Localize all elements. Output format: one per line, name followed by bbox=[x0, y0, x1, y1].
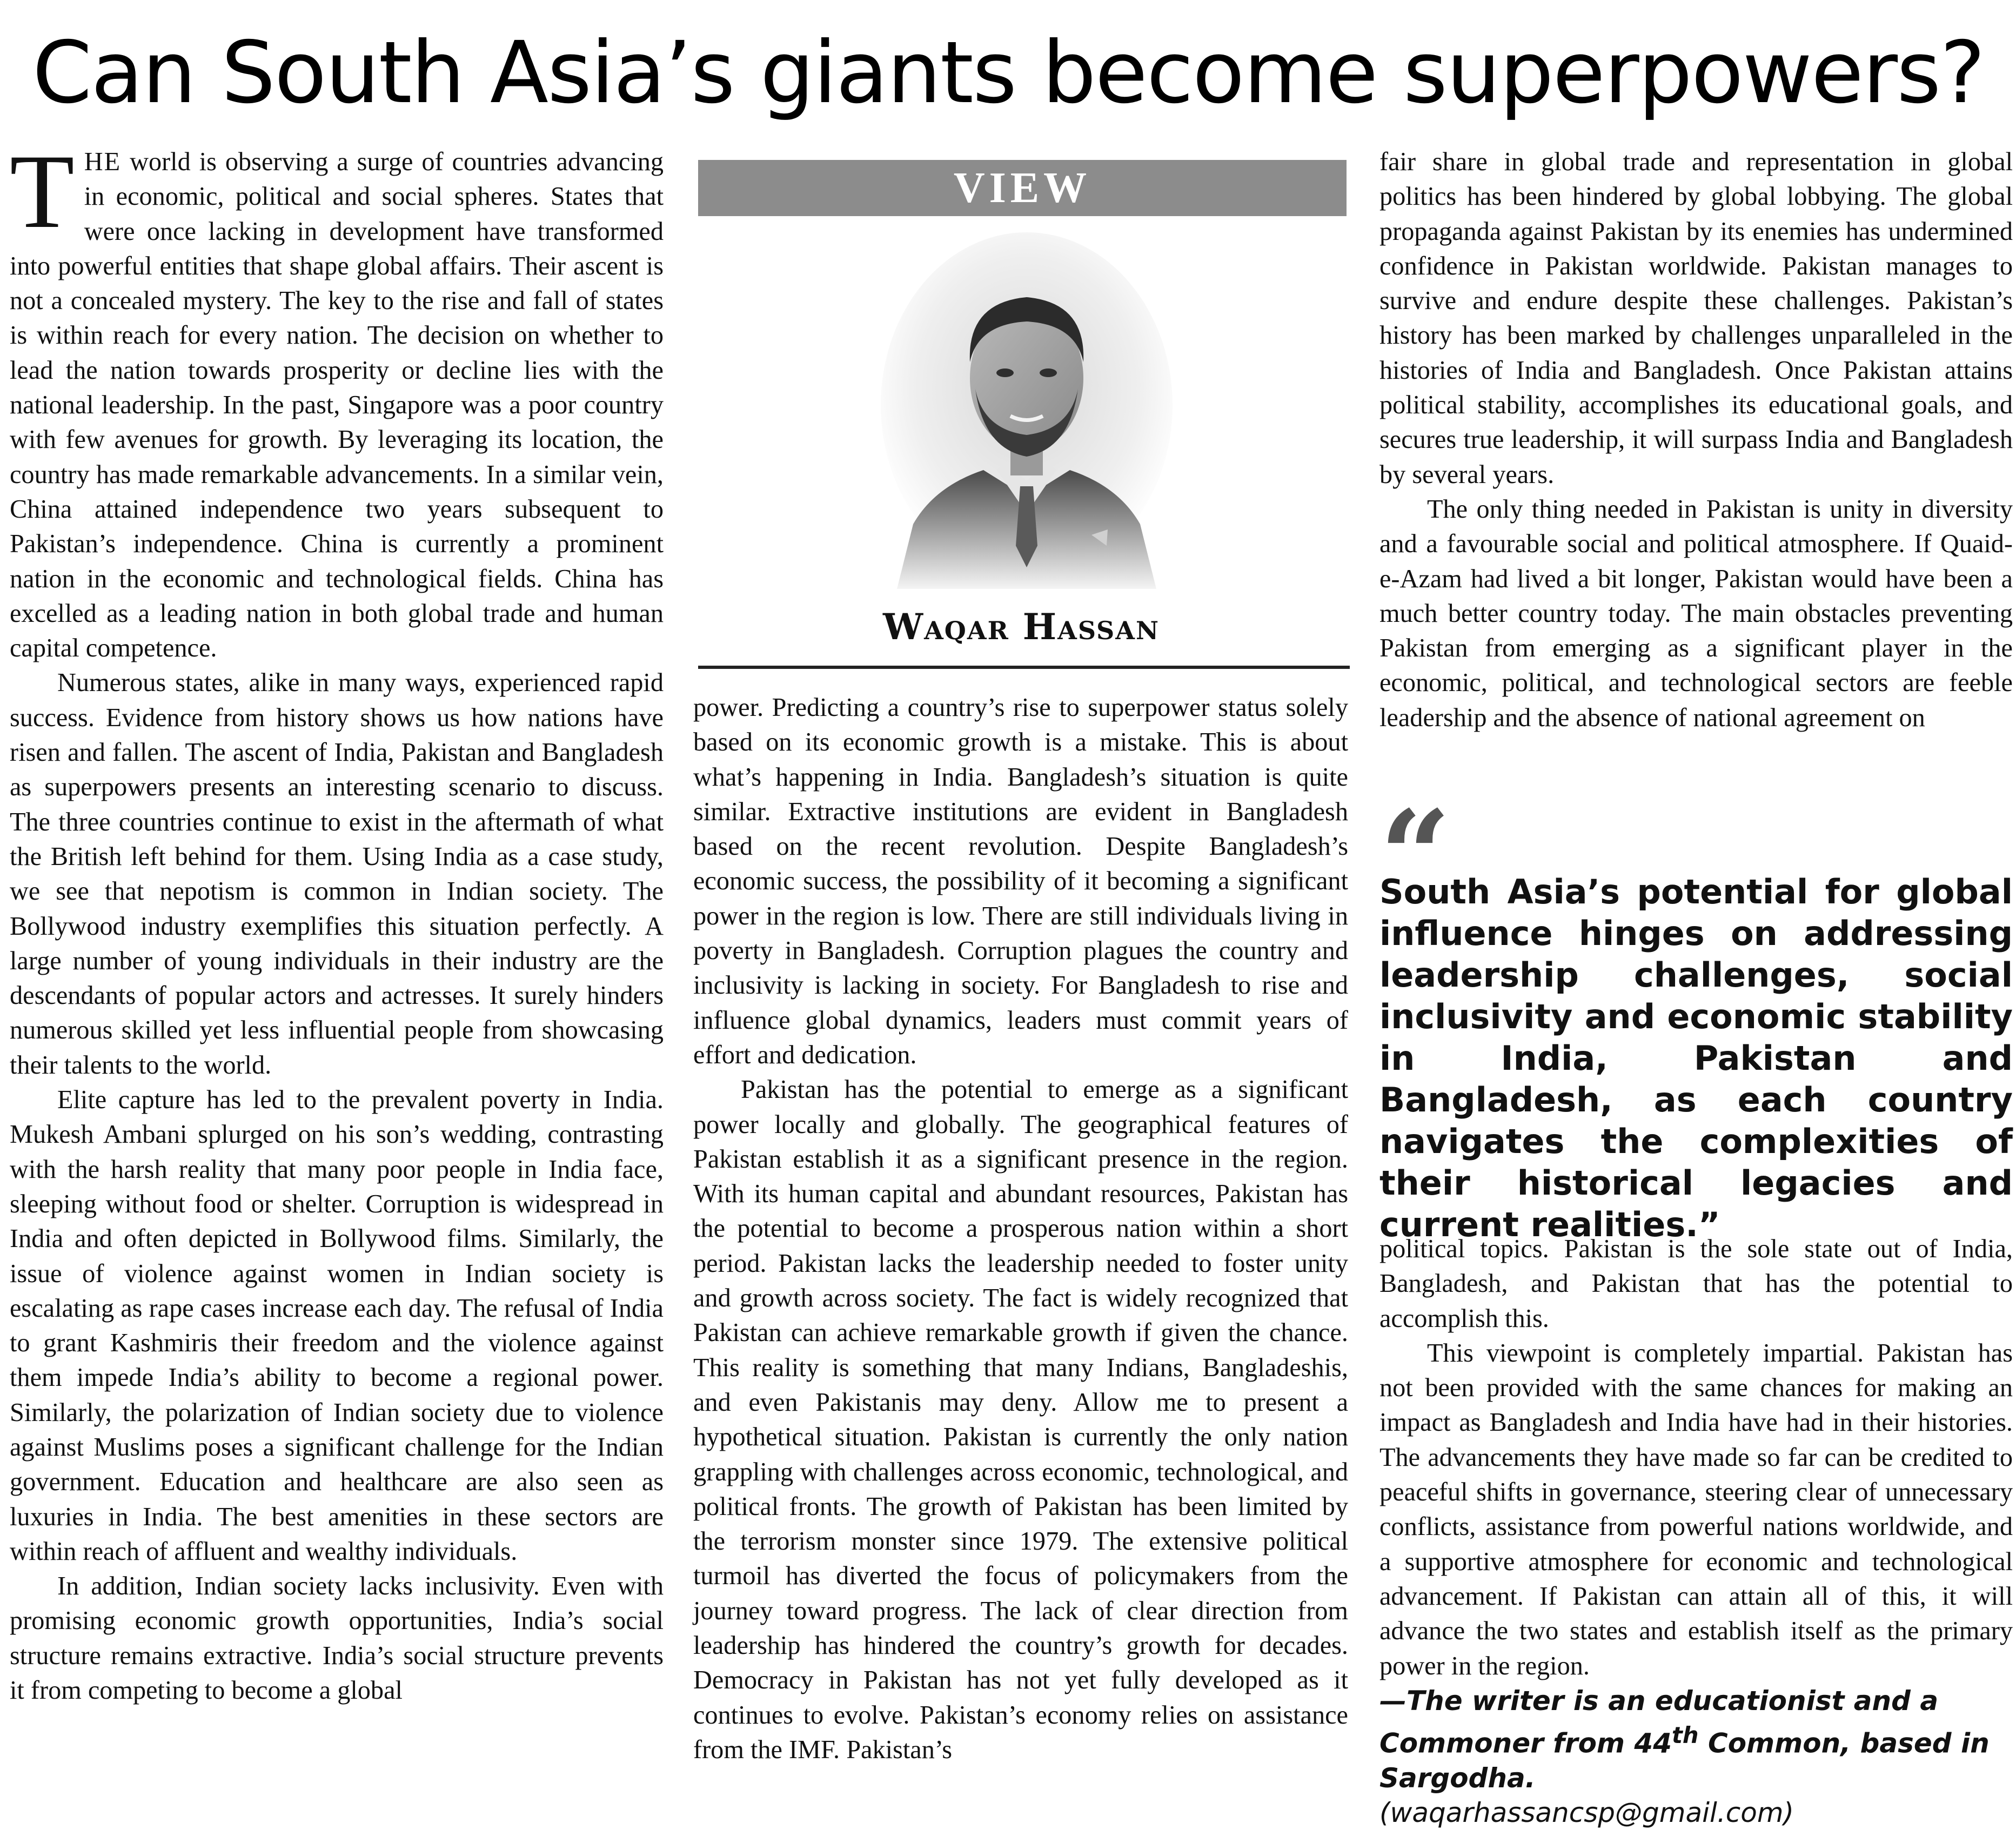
paragraph: power. Predicting a country’s rise to superpower status solely based on its economic growth is a mistake. This is about what’s happening in India. Bangladesh’s situation is quite similar. Extractive institutions are evident in Bangladesh based on the recent revolution. Despite Bangladesh’s economic success, the possibility of it becoming a significant power in the region is low. There are still individuals living in poverty in Bangladesh. Corruption plagues the country and inclusivity is lacking in society. For Bangladesh to rise and influence global dynamics, leaders must commit years of effort and dedication. bbox=[693, 693, 1348, 1069]
author-signoff bbox=[1379, 1684, 2013, 1795]
headline: Can South Asia’s giants become superpowers? bbox=[32, 23, 1985, 123]
paragraph: In addition, Indian society lacks inclusivity. Even with promising economic growth opportunities, India’s social structure remains extractive. India’s social structure prevents it from competing to become a global bbox=[10, 1572, 664, 1705]
paragraph: The only thing needed in Pakistan is unity in diversity and a favourable social and political atmosphere. If Quaid-e-Azam had lived a bit longer, Pakistan would have been a much better country today. The main obstacles preventing Pakistan from emerging as a significant player in the economic, political, and technological sectors are feeble leadership and the absence of national agreement on bbox=[1379, 494, 2013, 732]
paragraph: fair share in global trade and representation in global politics has been hindered by global lobbying. The global propaganda against Pakistan by its enemies has undermined confidence in Pakistan worldwide. Pakistan manages to survive and endure despite these challenges. Pakistan’s history has been marked by challenges unparalleled in the histories of India and Bangladesh. Once Pakistan attains political stability, accomplishes its educational goals, and secures true leadership, it will surpass India and Bangladesh by several years. bbox=[1379, 148, 2013, 489]
article-column-1 bbox=[10, 133, 664, 1820]
signoff-text: —The writer is an educationist and a Commoner from 44 bbox=[1379, 1685, 1939, 1759]
paragraph: Pakistan has the potential to emerge as a significant power locally and globally. The geographical features of Pakistan establish it as a significant presence in the region. With its human capital and abundant resources, Pakistan has the potential to become a prosperous nation within a short period. Pakistan lacks the leadership needed to foster unity and growth across society. The fact is widely recognized that Pakistan can achieve remarkable growth if given the chance. This reality is something that many Indians, Bangladeshis, and even Pakistanis may deny. Allow me to present a hypothetical situation. Pakistan is currently the only nation grappling with challenges across economic, technological, and political fronts. The growth of Pakistan has been limited by the terrorism monster since 1979. The extensive political turmoil has diverted the focus of policymakers from the journey toward progress. The lack of clear direction from leadership has hindered the country’s growth for decades. Democracy in Pakistan has not yet fully developed as it continues to evolve. Pakistan’s economy relies on assistance from the IMF. Pakistan’s bbox=[693, 1075, 1348, 1764]
signoff-text-end: Common, based in Sargodha. bbox=[1379, 1727, 1990, 1794]
paragraph: political topics. Pakistan is the sole state out of India, Bangladesh, and Pakistan that has the potential to accomplish this. bbox=[1379, 1235, 2013, 1333]
article-column-3-bottom bbox=[1379, 1232, 2013, 1828]
paragraph bbox=[10, 133, 664, 666]
lead-in: HE bbox=[84, 148, 122, 176]
quote-mark-icon: “ bbox=[1379, 783, 1451, 929]
paragraph: This viewpoint is completely impartial. Pakistan has not been provided with the same chances for making an impact as Bangladesh and India have had in their histories. The advancements they have made so far can be credited to peaceful shifts in governance, steering clear of unnecessary conflicts, assistance from powerful nations worldwide, and a supportive atmosphere for economic and technological advancement. If Pakistan can attain all of this, it will advance the two states and establish itself as the primary power in the region. bbox=[1379, 1338, 2013, 1680]
author-portrait bbox=[875, 243, 1178, 589]
drop-cap: T bbox=[10, 133, 75, 250]
paragraph-text: world is observing a surge of countries advancing in economic, political and social spheres. States that were once lacking in development have transformed into powerful entities that shape global affairs. Their ascent is not a concealed mystery. The key to the rise and fall of states is within reach for every nation. The decision on whether to lead the nation towards prosperity or decline lies with the national leadership. In the past, Singapore was a poor country with few avenues for growth. By leveraging its location, the country has made remarkable advancements. In a similar vein, China attained independence two years subsequent to Pakistan’s independence. China is currently a prominent nation in the economic and technological fields. China has excelled as a leading nation in both global trade and human capital competence. bbox=[10, 148, 664, 663]
author-byline: Waqar Hassan bbox=[883, 606, 1160, 648]
ordinal-suffix: th bbox=[1672, 1721, 1699, 1748]
article-column-3-top bbox=[1379, 145, 2013, 788]
view-banner: VIEW bbox=[698, 160, 1347, 216]
paragraph: Elite capture has led to the prevalent poverty in India. Mukesh Ambani splurged on his son’s wedding, contrasting with the harsh reality that many poor people in India face, sleeping without food or shelter. Corruption is widespread in India and often depicted in Bollywood films. Similarly, the issue of violence against women in Indian society is escalating as rape cases increase each day. The refusal of India to grant Kashmiris their freedom and the violence against them impede India’s ability to become a regional power. Similarly, the polarization of Indian society due to violence against Muslims poses a significant challenge for the Indian government. Education and healthcare are also seen as luxuries in India. The best amenities in these sectors are within reach of affluent and wealthy individuals. bbox=[10, 1085, 664, 1566]
byline-divider bbox=[698, 666, 1350, 669]
author-email: (waqarhassancsp@gmail.com) bbox=[1379, 1797, 1794, 1828]
article-column-2 bbox=[693, 691, 1348, 1820]
paragraph: Numerous states, alike in many ways, experienced rapid success. Evidence from history shows us how nations have risen and fallen. The ascent of India, Pakistan and Bangladesh as superpowers presents an interesting scenario to discuss. The three countries continue to exist in the aftermath of what the British left behind for them. Using India as a case study, we see that nepotism is common in Indian society. The Bollywood industry exemplifies this situation perfectly. A large number of young individuals in their industry are the descendants of popular actors and actresses. It surely hinders numerous skilled yet less influential people from showcasing their talents to the world. bbox=[10, 668, 664, 1080]
pull-quote: South Asia’s potential for global influence hinges on addressing leadership challenges, social inclusivity and economic stability in India, Pakistan and Bangladesh, as each country navigates the complexities of their historical legacies and current realities.” bbox=[1379, 872, 2013, 1244]
